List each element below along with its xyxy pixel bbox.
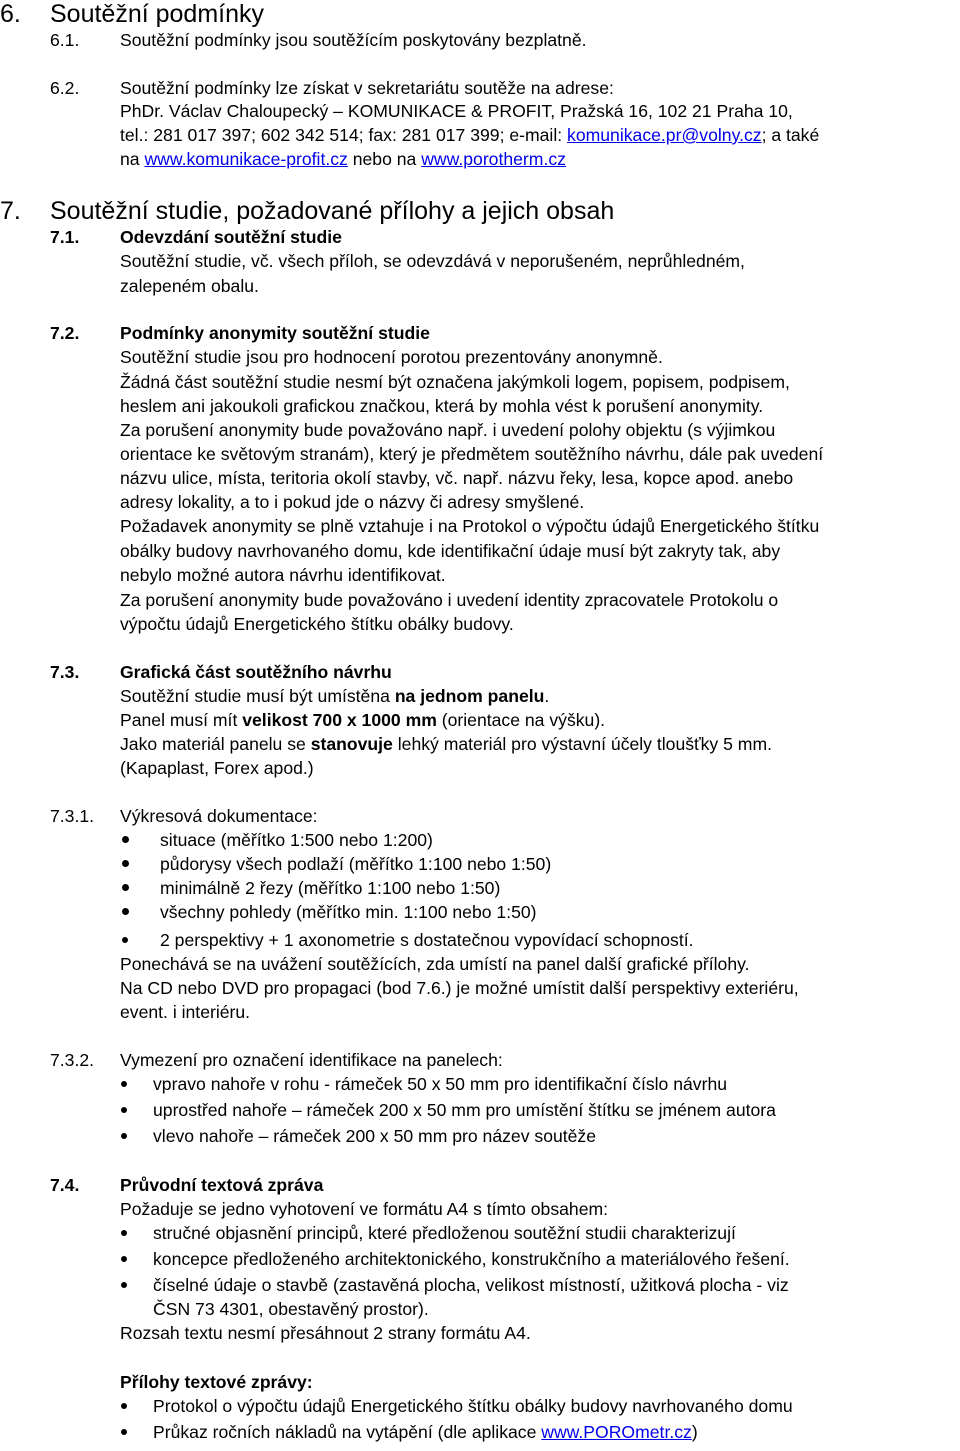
item-6-1-number: 6.1. [50, 30, 80, 50]
item-7-2-number: 7.2. [50, 323, 80, 343]
anonymity-line: heslem ani jakoukoli grafickou značkou, která by mohla vést k porušení anonymity. [120, 396, 764, 416]
report-content-item-continued: ČSN 73 4301, obestavěný prostor). [153, 1299, 429, 1319]
item-6-2-number: 6.2. [50, 78, 80, 98]
item-6-2-line-3: tel.: 281 017 397; 602 342 514; fax: 281 017 399; e-mail: komunikace.pr@volny.cz; a také [120, 125, 820, 145]
section-6-title: Soutěžní podmínky [50, 0, 265, 28]
item-7-4-intro: Požaduje se jedno vyhotovení ve formátu A4 s tímto obsahem: [120, 1199, 609, 1219]
drawing-list-item: všechny pohledy (měřítko min. 1:100 nebo 1:50) [160, 902, 537, 922]
report-content-item: číselné údaje o stavbě (zastavěná plocha, velikost místností, užitková plocha - viz [153, 1275, 789, 1295]
anonymity-line: obálky budovy navrhovaného domu, kde identifikační údaje musí být zakryty tak, aby [120, 541, 781, 561]
section-7-title: Soutěžní studie, požadované přílohy a jejich obsah [50, 197, 615, 225]
item-7-1-line-2: zalepeném obalu. [120, 276, 259, 296]
report-content-item: stručné objasnění principů, které předloženou soutěžní studii charakterizují [153, 1223, 736, 1243]
item-7-3-2-number: 7.3.2. [50, 1050, 95, 1070]
section-6-number: 6. [0, 0, 21, 28]
drawing-list-item: 2 perspektivy + 1 axonometrie s dostatečnou vypovídací schopností. [160, 930, 694, 950]
porometr-link[interactable]: www.POROmetr.cz [541, 1422, 692, 1442]
bullet-icon [121, 1081, 127, 1087]
anonymity-line: nebylo možné autora návrhu identifikovat. [120, 565, 446, 585]
item-7-3-1-number: 7.3.1. [50, 806, 95, 826]
report-length-limit: Rozsah textu nesmí přesáhnout 2 strany formátu A4. [120, 1323, 531, 1343]
bullet-icon [121, 1230, 127, 1236]
anonymity-line: orientace ke světovým stranám), který je předmětem soutěžního návrhu, dále pak uvedení [120, 444, 824, 464]
anonymity-line: názvu ulice, místa, teritoria okolí stavby, vč. např. názvu řeky, lesa, kopce apod. anebo [120, 468, 794, 488]
item-7-3-1-note: event. i interiéru. [120, 1002, 251, 1022]
identification-list-item: vlevo nahoře – rámeček 200 x 50 mm pro název soutěže [153, 1126, 597, 1146]
identification-list-item: vpravo nahoře v rohu - rámeček 50 x 50 mm pro identifikační číslo návrhu [153, 1074, 728, 1094]
item-7-1-line-1: Soutěžní studie, vč. všech příloh, se odevzdává v neporušeném, neprůhledném, [120, 251, 745, 271]
item-6-2-line-2: PhDr. Václav Chaloupecký – KOMUNIKACE & PROFIT, Pražská 16, 102 21 Praha 10, [120, 101, 793, 121]
bullet-icon [121, 1256, 127, 1262]
item-7-3-1-note: Ponechává se na uvážení soutěžících, zda umístí na panel další grafické přílohy. [120, 954, 750, 974]
bullet-icon [122, 884, 129, 891]
item-7-3-2-heading: Vymezení pro označení identifikace na panelech: [120, 1050, 503, 1070]
item-7-3-1-note: Na CD nebo DVD pro propagaci (bod 7.6.) je možné umístit další perspektivy exteriéru, [120, 978, 799, 998]
anonymity-line: Soutěžní studie jsou pro hodnocení porotou prezentovány anonymně. [120, 347, 663, 367]
anonymity-line: Za porušení anonymity bude považováno i uvedení identity zpracovatele Protokolu o [120, 590, 779, 610]
panel-material-line: Jako materiál panelu se stanovuje lehký materiál pro výstavní účely tloušťky 5 mm. [120, 734, 772, 754]
panel-size-line: Panel musí mít velikost 700 x 1000 mm (orientace na výšku). [120, 710, 606, 730]
item-7-3-heading: Grafická část soutěžního návrhu [120, 662, 392, 682]
item-7-1-number: 7.1. [50, 227, 80, 247]
anonymity-line: adresy lokality, a to i pokud jde o názvy či adresy smyšlené. [120, 492, 585, 512]
bullet-icon [122, 836, 129, 843]
bullet-icon [122, 908, 129, 915]
identification-list-item: uprostřed nahoře – rámeček 200 x 50 mm pro umístění štítku se jménem autora [153, 1100, 776, 1120]
section-7-number: 7. [0, 197, 21, 225]
bullet-icon [121, 1403, 127, 1409]
item-7-3-number: 7.3. [50, 662, 80, 682]
anonymity-line: výpočtu údajů Energetického štítku obálky budovy. [120, 614, 514, 634]
bullet-icon [121, 1107, 127, 1113]
anonymity-line: Za porušení anonymity bude považováno např. i uvedení polohy objektu (s výjimkou [120, 420, 776, 440]
drawing-list-item: situace (měřítko 1:500 nebo 1:200) [160, 830, 433, 850]
drawing-list-item: minimálně 2 řezy (měřítko 1:100 nebo 1:50) [160, 878, 501, 898]
attachment-item: Průkaz ročních nákladů na vytápění (dle aplikace www.POROmetr.cz) [153, 1422, 698, 1442]
drawing-list-item: půdorysy všech podlaží (měřítko 1:100 nebo 1:50) [160, 854, 552, 874]
bullet-icon [121, 1429, 127, 1435]
bullet-icon [122, 860, 129, 867]
bullet-icon [122, 937, 128, 943]
item-6-2-line-4: na www.komunikace-profit.cz nebo na www.porotherm.cz [120, 149, 566, 169]
anonymity-line: Požadavek anonymity se plně vztahuje i na Protokol o výpočtu údajů Energetického štítku [120, 516, 820, 536]
anonymity-line: Žádná část soutěžní studie nesmí být označena jakýmkoli logem, popisem, podpisem, [120, 372, 790, 392]
email-link[interactable]: komunikace.pr@volny.cz [567, 125, 762, 145]
item-7-4-heading: Průvodní textová zpráva [120, 1175, 324, 1195]
komunikace-profit-link[interactable]: www.komunikace-profit.cz [144, 149, 348, 169]
attachments-heading: Přílohy textové zprávy: [120, 1372, 313, 1392]
item-6-1-text: Soutěžní podmínky jsou soutěžícím poskytovány bezplatně. [120, 30, 587, 50]
report-content-item: koncepce předloženého architektonického, konstrukčního a materiálového řešení. [153, 1249, 790, 1269]
attachment-item: Protokol o výpočtu údajů Energetického štítku obálky budovy navrhovaného domu [153, 1396, 793, 1416]
item-6-2-line-1: Soutěžní podmínky lze získat v sekretariátu soutěže na adrese: [120, 78, 614, 98]
bullet-icon [121, 1133, 127, 1139]
porotherm-link[interactable]: www.porotherm.cz [421, 149, 566, 169]
panel-material-examples: (Kapaplast, Forex apod.) [120, 758, 314, 778]
item-7-3-1-heading: Výkresová dokumentace: [120, 806, 318, 826]
panel-placement-line: Soutěžní studie musí být umístěna na jednom panelu. [120, 686, 550, 706]
item-7-1-heading: Odevzdání soutěžní studie [120, 227, 342, 247]
bullet-icon [121, 1282, 127, 1288]
item-7-4-number: 7.4. [50, 1175, 80, 1195]
item-7-2-heading: Podmínky anonymity soutěžní studie [120, 323, 430, 343]
